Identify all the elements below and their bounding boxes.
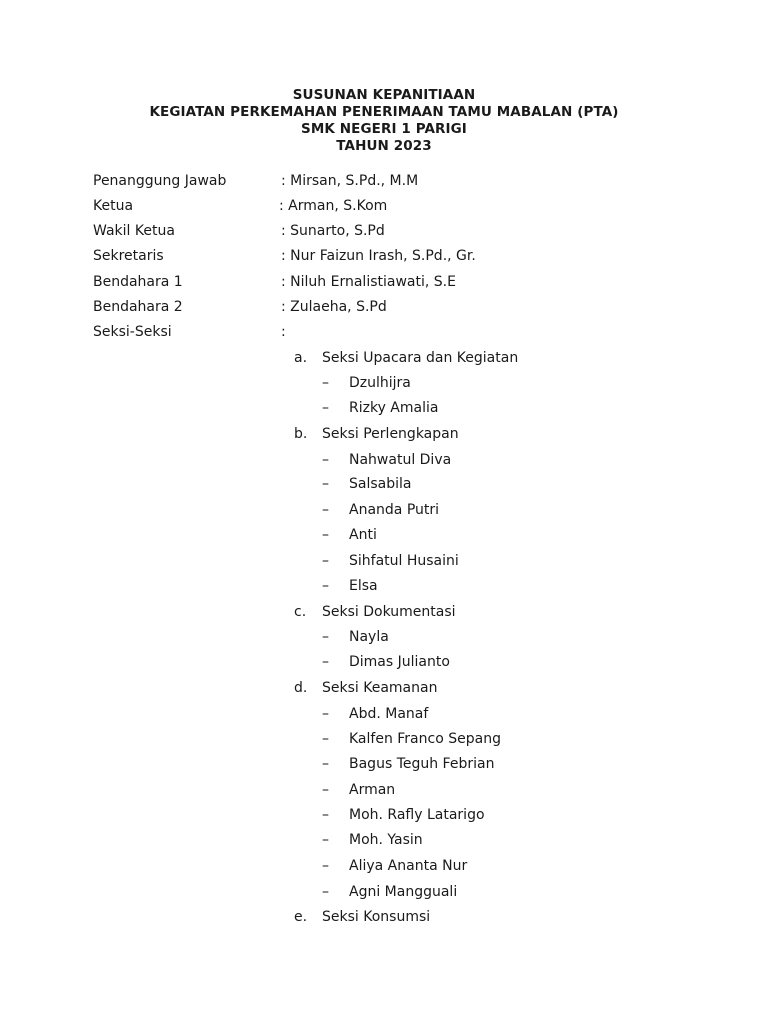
member-name: Anti [349, 527, 377, 543]
dash-bullet: – [322, 706, 329, 722]
officer-role: Bendahara 1 [93, 274, 183, 290]
dash-bullet: – [322, 578, 329, 594]
section-name: Seksi Upacara dan Kegiatan [322, 350, 519, 366]
dash-bullet: – [322, 527, 329, 543]
member-name: Dzulhijra [349, 375, 411, 391]
doc-title-line-3: SMK NEGERI 1 PARIGI [301, 121, 467, 137]
dash-bullet: – [322, 858, 329, 874]
officer-value: : Sunarto, S.Pd [281, 223, 385, 239]
member-name: Abd. Manaf [349, 706, 429, 722]
section-name: Seksi Dokumentasi [322, 604, 456, 620]
section-letter: d. [294, 680, 308, 696]
officer-value: : Arman, S.Kom [279, 198, 388, 214]
dash-bullet: – [322, 782, 329, 798]
dash-bullet: – [322, 502, 329, 518]
section-name: Seksi Konsumsi [322, 909, 431, 925]
member-name: Agni Mangguali [349, 884, 458, 900]
member-name: Nayla [349, 629, 389, 645]
member-name: Elsa [349, 578, 378, 594]
dash-bullet: – [322, 553, 329, 569]
dash-bullet: – [322, 452, 329, 468]
section-letter: b. [294, 426, 308, 442]
officer-role: Wakil Ketua [93, 223, 175, 239]
member-name: Rizky Amalia [349, 400, 439, 416]
dash-bullet: – [322, 629, 329, 645]
officer-role: Ketua [93, 198, 134, 214]
member-name: Bagus Teguh Febrian [349, 756, 495, 772]
member-name: Nahwatul Diva [349, 452, 452, 468]
dash-bullet: – [322, 654, 329, 670]
section-letter: c. [294, 604, 307, 620]
member-name: Aliya Ananta Nur [349, 858, 468, 874]
officer-role: Penanggung Jawab [93, 173, 227, 189]
dash-bullet: – [322, 807, 329, 823]
dash-bullet: – [322, 832, 329, 848]
officer-role: Bendahara 2 [93, 299, 183, 315]
officer-value: : Mirsan, S.Pd., M.M [281, 173, 419, 189]
dash-bullet: – [322, 884, 329, 900]
officer-role: Seksi-Seksi [93, 324, 172, 340]
section-name: Seksi Keamanan [322, 680, 438, 696]
member-name: Ananda Putri [349, 502, 440, 518]
member-name: Moh. Yasin [349, 832, 423, 848]
doc-title-line-1: SUSUNAN KEPANITIAAN [292, 87, 476, 103]
dash-bullet: – [322, 400, 329, 416]
doc-title-line-4: TAHUN 2023 [336, 138, 432, 154]
section-letter: a. [294, 350, 308, 366]
section-name: Seksi Perlengkapan [322, 426, 459, 442]
member-name: Salsabila [349, 476, 412, 492]
officer-value: : Zulaeha, S.Pd [281, 299, 387, 315]
officer-value: : Niluh Ernalistiawati, S.E [281, 274, 456, 290]
doc-title-line-2: KEGIATAN PERKEMAHAN PENERIMAAN TAMU MABALAN (PTA) [149, 104, 619, 120]
member-name: Sihfatul Husaini [349, 553, 459, 569]
section-letter: e. [294, 909, 308, 925]
officer-value: : [281, 324, 286, 340]
member-name: Dimas Julianto [349, 654, 450, 670]
member-name: Arman [349, 782, 396, 798]
dash-bullet: – [322, 756, 329, 772]
dash-bullet: – [322, 375, 329, 391]
dash-bullet: – [322, 731, 329, 747]
member-name: Moh. Rafly Latarigo [349, 807, 485, 823]
officer-value: : Nur Faizun Irash, S.Pd., Gr. [281, 248, 476, 264]
dash-bullet: – [322, 476, 329, 492]
officer-role: Sekretaris [93, 248, 164, 264]
member-name: Kalfen Franco Sepang [349, 731, 501, 747]
